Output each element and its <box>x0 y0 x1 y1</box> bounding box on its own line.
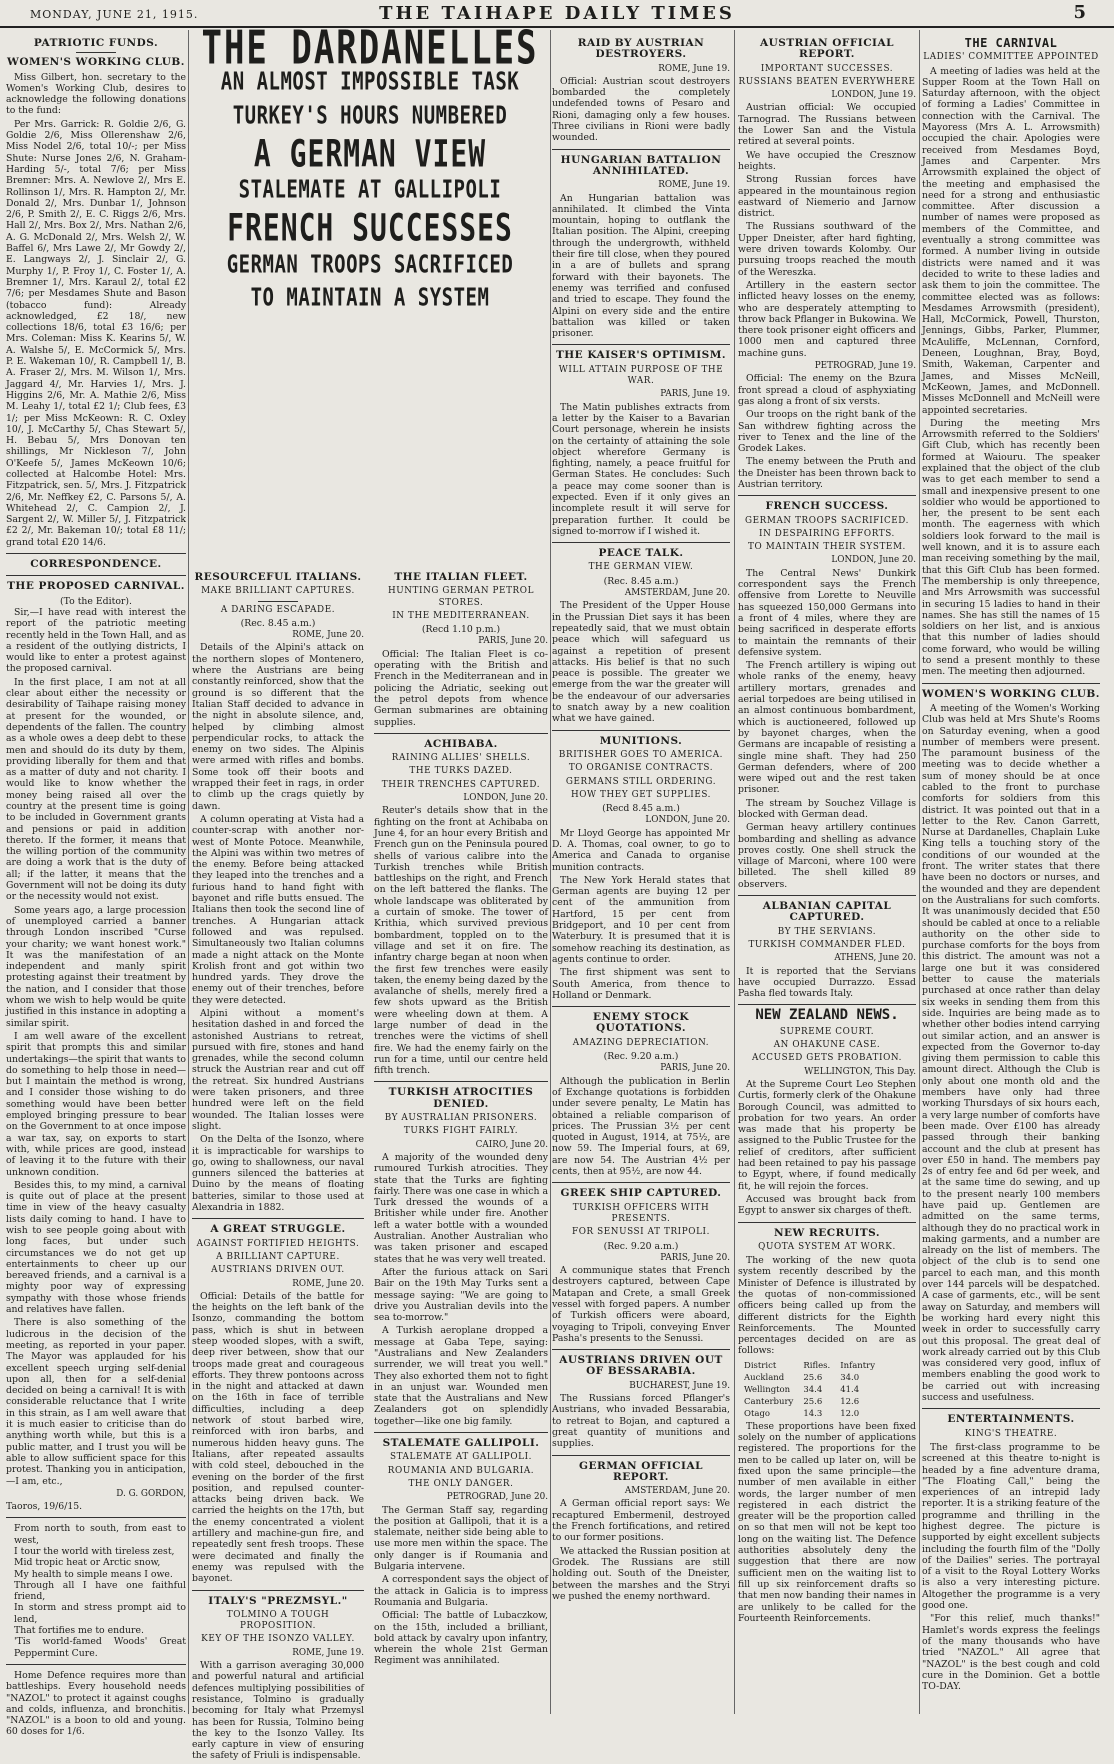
table-cell: 25.6 <box>803 1396 823 1407</box>
divider <box>922 1408 1100 1409</box>
article-deck: AUSTRIANS DRIVEN OUT. <box>211 1265 345 1276</box>
article-deck: STALEMATE AT GALLIPOLI. <box>389 1452 533 1463</box>
article-deck: TURKISH COMMANDER FLED. <box>748 939 906 950</box>
divider <box>552 1455 730 1456</box>
advertisement-text: Home Defence requires more than battleships. Every household needs "NAZOL" to protect it against coughs and colds, influenza, and bronchitis. "NAZOL" is a boon to old and young. 60 doses for 1/6. <box>6 1669 186 1738</box>
article-deck: GERMANS STILL ORDERING. <box>565 776 717 787</box>
article-paragraph: Per Mrs. Garrick: R. Goldie 2/6, G. Goldie 2/6, Miss Ollerenshaw 2/6, Miss Nodel 2/6, total 10/-; per Miss Shute: Nurse Jones 2/6, N. Graham-Harding 5/-, total 7/6; per Miss Bremner: Mrs. A. Newlove 2/, Mrs E. Rollinson 1/, Mrs. R. Hampton 2/, Mr. Donald 2/, Mrs. Dunbar 1/, Johnson 2/6, P. Smith 2/, E. C. Riggs 2/6, Mrs. Hall 2/, Mrs. Box 2/, Mrs. Nathan 2/6, A. G. McDonald 2/, Mrs. Welsh 2/, W. Baffel 6/, Mrs Lawe 2/, Mr Gowdy 2/, E. Langways 2/, J. Sinclair 2/, G. Murphy 1/, P. Froy 1/, C. Foster 1/, A. Bremner 1/, Mrs. Karaul 2/, total £2 7/6; per Mesdames Shute and Bason (tobacco fund): Already acknowledged, £2 18/, new collections 18/6, total £3 16/6; per Mrs. Coleman: Miss K. Kearins 5/, W. A. Walshe 5/, E. McCormick 5/, Mrs. P. E. Wakeman 10/, R. Campbell 1/, B. A. Fraser 2/, Mrs. M. Wilson 1/, Mrs. Jaggard 4/, Mr. Harvies 1/, Mrs. J. Higgins 2/6, Mr. A. Mathie 2/6, Miss M. Leahy 1/, total £2 1/; Club fees, £3 1/; per Miss McKeown: R. C. Oxley 10/, J. McCarthy 5/, Chas Stewart 5/, H. Bebau 5/, Mrs Donovan ten shillings, Mr Nickleson 7/, John O'Keefe 5/, James McKeown 10/6; collected at Halcombe Hotel: Mrs. Fitzpatrick, sen. 5/, Mrs. J. Fitzpatrick 2/6, Mr. Neffkey £2, C. Parsons 5/, A. Whitehead 2/, C. Campion 2/, J. Sargent 2/, W. Miller 5/, J. Fitzpatrick £2 2/, Mr. Bakeman 10/; total £8 11/; grand total £20 14/6. <box>6 118 186 548</box>
article-heading: ENTERTAINMENTS. <box>947 1413 1075 1426</box>
divider <box>922 683 1100 684</box>
poem-line: Through all I have one faithful friend, <box>14 1579 186 1603</box>
article-deck: BRITISHER GOES TO AMERICA. <box>558 749 724 760</box>
masthead <box>0 0 1114 28</box>
article-deck: TURKISH OFFICERS WITH PRESENTS. <box>572 1202 710 1224</box>
article-paragraph: The stream by Souchez Village is blocked with German dead. <box>738 797 916 820</box>
article-deck: AMAZING DEPRECIATION. <box>572 1037 710 1048</box>
article-paragraph: The first shipment was sent to South America, from thence to Holland or Denmark. <box>552 967 730 1001</box>
column-4 <box>738 34 916 1710</box>
article-paragraph: These proportions have been fixed solely on the number of applications registered. The proportions for the men to be called up later on, will be fixed upon the same principle—the number of men available in either words, the larger number of men registered in each district the greater will be the proportion called on so that men will not be kept too long on the waiting list. The Defence authorities absolutely deny the suggestion that there are now sufficient men on the waiting list to fill up six reinforcement drafts so that men now banding their names in are unlikely to be called for the Fourteenth Reinforcements. <box>738 1420 916 1624</box>
article-deck: HUNTING GERMAN PETROL STORES. <box>387 586 535 608</box>
article-deck: ROUMANIA AND BULGARIA. <box>387 1465 535 1476</box>
article-deck: THEIR TRENCHES CAPTURED. <box>381 779 541 790</box>
section-heading: CORRESPONDENCE. <box>30 558 162 571</box>
table-cell: 34.4 <box>803 1384 823 1395</box>
divider <box>552 1006 730 1007</box>
divider <box>552 344 730 345</box>
headline-deck: TO MAINTAIN A SYSTEM <box>250 283 490 313</box>
poem-line: Mid tropic heat or Arctic snow, <box>14 1557 161 1569</box>
article-heading: GERMAN OFFICIAL REPORT. <box>579 1459 703 1483</box>
dateline: BUCHAREST, June 19. <box>629 1380 730 1391</box>
letter-signature: D. G. GORDON, <box>116 1488 186 1499</box>
column-3 <box>552 34 730 1710</box>
article-heading: THE ITALIAN FLEET. <box>394 571 528 583</box>
table-cell: Canterbury <box>744 1396 794 1407</box>
article-deck: THE TURKS DAZED. <box>409 766 513 777</box>
table-header-cell: Infantry <box>840 1360 876 1371</box>
article-paragraph: The working of the new quota system recently described by the Minister of Defence is illustrated by the quotas of non-commissioned officers being called up from the different districts for the Eighth Reinforcements. The Mounted percentages decided on are as follows: <box>738 1255 916 1357</box>
divider <box>552 730 730 731</box>
advertisement-text: "For this relief, much thanks!" Hamlet's words express the feelings of the many thousands who have tried "NAZOL." All agree that "NAZOL" is the best cough and cold cure in the Dominion. Get a bottle TO-DAY. <box>922 1613 1100 1693</box>
article-paragraph: There is also something of the ludicrous in the decision of the meeting, as reported in your paper. The Mayor was applauded for his excellent speech urging self-denial upon all, then for a self-denial decided on being a carnival! It is with considerable reluctance that I write in this strain, as I am well aware that it is much easier to criticise than do anything worth while, but this is a public matter, and I trust you will be able to allow sufficient space for this protest. Thanking you in anticipation,—I am, etc., <box>6 1317 186 1487</box>
table-cell: Wellington <box>744 1384 791 1395</box>
table-cell: 12.0 <box>840 1408 860 1419</box>
article-heading: ACHIBABA. <box>424 737 498 750</box>
received-time: (Rec. 8.45 a.m.) <box>603 575 679 587</box>
letter-salutation: (To the Editor). <box>60 595 132 607</box>
article-paragraph: The French artillery is wiping out whole ranks of the enemy, heavy artillery mortars, grenades and aerial torpedoes are being utilised in an almost continuous bombardment, which is auctioneered, followed up by bayonet charges, when the Germans are incapable of resisting a single mine shaft. They had 250 German defenders, where of 200 were wiped out and the rest taken prisoner. <box>738 660 916 796</box>
article-paragraph: Reuter's details show that in the fighting on the front at Achibaba on June 4, for an hour every British and French gun on the Peninsula poured shells of various calibre into the Turkish trenches while British battleships on the right, and French on the left battered the flanks. The whole landscape was obliterated by a curtain of smoke. The tower of Krithia, which survived previous bombardment, toppled on to the village and set it on fire. The infantry charge began at noon when the first few trenches were easily taken, the enemy being dazed by the avalanche of shells, merely fired a few shots upward as the British were wheeling down at them. A large number of dead in the trenches were the victims of shell fire. We had the enemy fairly on the run for a time, until our centre held fifth trench. <box>374 805 549 1077</box>
quota-table <box>738 1359 881 1421</box>
article-heading: FRENCH SUCCESS. <box>765 500 889 513</box>
article-heading: AUSTRIAN OFFICIAL REPORT. <box>759 37 894 61</box>
divider <box>258 601 298 602</box>
article-heading: A GREAT STRUGGLE. <box>210 1223 346 1236</box>
divider <box>738 1004 916 1005</box>
article-heading: THE PROPOSED CARNIVAL. <box>7 580 185 593</box>
table-cell: 12.6 <box>840 1396 860 1407</box>
article-paragraph: Although the publication in Berlin of Exchange quotations is forbidden under severe penalty, Le Matin has obtained a reliable comparison of prices. The Prussian 3½ per cent quoted in August, 1914, at 75½, are now 59. The Imperial fours, at 69, are now 54. The Austrian 4½ per cents, then at 95½, are now 44. <box>552 1075 730 1178</box>
dateline: WELLINGTON, This Day. <box>804 1066 916 1077</box>
poem-line: In storm and stress prompt aid to lend, <box>14 1602 186 1625</box>
poem-line: 'Tis world-famed Woods' Great Peppermint Cure. <box>14 1636 186 1659</box>
article-paragraph: Official: The enemy on the Bzura front spread a cloud of asphyxiating gas along a front of six versts. <box>738 373 916 407</box>
article-deck: GERMAN TROOPS SACRIFICED. <box>744 515 910 526</box>
article-deck: IMPORTANT SUCCESSES. <box>760 63 894 74</box>
article-paragraph: The Matin publishes extracts from a letter by the Kaiser to a Bavarian Court personage, wherein he insists on the certainty of attaining the sole object wherefore Germany is fighting, namely, a peace fruitful for German States. He concludes: Such a peace may come sooner than is expected. Even if it only gives an incomplete result it will serve for preparation further. It could be signed to-morrow if I wished it. <box>552 401 730 537</box>
headline-deck: STALEMATE AT GALLIPOLI <box>238 175 502 205</box>
article-paragraph: Some years ago, a large procession of unemployed carried a banner through London inscribed "Curse your charity; we want honest work." It was the manifestation of an independent and manly spirit protesting against their treatment by the nation, and I consider that those whom we wish to help would be quite justified in this instance in adopting a similar spirit. <box>6 904 186 1029</box>
article-paragraph: The German Staff say, regarding the position at Gallipoli, that it is a stalemate, neither side being able to use more men within the space. The only danger is if Roumania and Bulgaria intervene. <box>374 1504 548 1573</box>
divider <box>552 542 730 543</box>
column-2 <box>192 21 549 1762</box>
dateline: PARIS, June 20. <box>660 1252 730 1263</box>
divider <box>6 1517 186 1518</box>
table-cell: 34.0 <box>840 1372 860 1383</box>
headline-deck: AN ALMOST IMPOSSIBLE TASK <box>220 67 520 97</box>
article-paragraph: Official: The Italian Fleet is co-operating with the British and French in the Mediterranean and in policing the Adriatic, seeking out the petrol depots from whence German submarines are obtaining supplies. <box>374 648 548 728</box>
article-paragraph: A column operating at Vista had a counter-scrap with another nor-west of Monte Potoce. Meanwhile, the Alpini was within two metres of the enemy. Before being attacked they leaped into the trenches and a furious hand to hand fight with bayonet and rifle butts ensued. The Italians then took the second line of trenches. A Hungarian attack followed and was repulsed. Simultaneously two Italian columns made a night attack on the Monte Krolish front and got within two hundred yards. They drove the enemy out of their trenches, before they were detected. <box>192 813 364 1006</box>
sub-column-right <box>374 568 548 1669</box>
dateline: ATHENS, June 20. <box>834 953 916 964</box>
article-paragraph: With a garrison averaging 30,000 and powerful natural and artificial defences multiplying possibilities of resistance, Tolmino is gradually becoming for Italy what Przemysl has been for Russia, Tolmino being the key to the Isonzo Valley. Its early capture in view of ensuring the safety of Friuli is indispensable. <box>192 1660 364 1762</box>
letter-place-date: Taoros, 19/6/15. <box>6 1501 83 1513</box>
poem-line: From north to south, from east to west, <box>14 1523 186 1546</box>
article-heading: PEACE TALK. <box>598 547 684 560</box>
divider <box>738 895 916 896</box>
article-paragraph: Official: The battle of Lubaczkow, on the 15th, included a brilliant, bold attack by cavalry upon infantry, wherein the whole 21st German Regiment was annihilated. <box>374 1610 548 1667</box>
issue-date: MONDAY, JUNE 21, 1915. <box>30 8 199 21</box>
headline-deck: GERMAN TROOPS SACRIFICED <box>226 250 514 279</box>
dateline: ROME, June 19. <box>658 180 730 191</box>
article-paragraph: During the meeting Mrs Arrowsmith referred to the Soldiers' Gift Club, which has recently been formed at Waiouru. The speaker explained that the object of the club was to get each member to send a small and inexpensive present to one soldier who would be apportioned to her, the present to be sent each month. The eagerness with which soldiers look forward to the mail is well known, and it is to assure each man receiving something by the mail, that this Gift Club has been formed. The membership is only threepence, and Mrs Arrowsmith was successful in securing 15 ladies to hand in their names. She has still the names of 15 soldiers on her list, and is anxious that this number of ladies should come forward, who would be willing to send a present monthly to these men. The meeting then adjourned. <box>922 417 1100 678</box>
table-header-cell: District <box>744 1360 777 1371</box>
divider <box>738 495 916 496</box>
article-paragraph: A correspondent says the object of the attack in Galicia is to impress Roumania and Bulgaria. <box>374 1574 548 1608</box>
article-paragraph: Official: Details of the battle for the heights on the left bank of the Isonzo, commanding the bottom pass, which is shut in between steep wooded slopes, with a swift, deep river between, show that our troops made great and courageous efforts. They threw pontoons across in the night and attacked at dawn on the 16th in face of terrible difficulties, including a deep network of stout barbed wire, reinforced with iron barbs, and numerous hidden heavy guns. The Italians, after repeated assaults with cold steel, debouched in the evening on the border of the first position, and repulsed counter-attacks being driven back. We carried the heights on the 17th, but the enemy concentrated a violent artillery and machine-gun fire, and repeatedly sent fresh troops. These were decimated and finally the enemy was repulsed with the bayonet. <box>192 1290 364 1585</box>
article-deck: TURKS FIGHT FAIRLY. <box>403 1126 519 1137</box>
divider <box>76 52 116 53</box>
advertisement-poem <box>14 1523 186 1659</box>
article-paragraph: Details of the Alpini's attack on the northern slopes of Montenero, where the Austrians are being constantly reinforced, show that the ground is so different that the Italian Staff decided to advance in the night in absolute silence, and, helped by climbing almost perpendicular rocks, to attack the enemy on two sides. The Alpinis were armed with rifles and bombs. Some took off their boots and wrapped their feet in rags, in order to climb up the crags quietly by dawn. <box>192 642 364 812</box>
article-heading: WOMEN'S WORKING CLUB. <box>7 56 185 69</box>
article-deck: HOW THEY GET SUPPLIES. <box>570 789 712 800</box>
received-time: (Recd 1.10 p.m.) <box>421 624 501 636</box>
article-deck: RAINING ALLIES' SHELLS. <box>391 753 531 764</box>
article-deck: THE ONLY DANGER. <box>408 1478 514 1489</box>
article-paragraph: Austrian official: We occupied Tarnograd. The Russians between the Lower San and the Vistula retired at several points. <box>738 102 916 148</box>
article-paragraph: We have occupied the Cresznow heights. <box>738 149 916 172</box>
article-heading: STALEMATE GALLIPOLI. <box>382 1437 540 1450</box>
article-heading: TURKISH ATROCITIES DENIED. <box>388 1086 534 1110</box>
column-rule <box>734 30 735 1714</box>
column-5 <box>922 34 1100 1710</box>
article-heading: RAID BY AUSTRIAN DESTROYERS. <box>577 37 705 61</box>
dateline: ROME, June 20. <box>292 630 364 641</box>
table-row <box>740 1373 879 1383</box>
article-paragraph: In the first place, I am not at all clear about either the necessity or desirability of Taihape raising money at present for the wounded, or dependents of the fallen. The country as a whole owes a deep debt to these men and should do its duty by them, providing liberally for them and that as a matter of duty and not charity. I would like to know whether the money being raised all over the country at the present time is going to be included in Government grants and pensions or paid in addition thereto. If the former, it means that the willing portion of the community are doing a work that is the duty of all; if the latter, it means that the Government will not be doing its duty or the necessity would not exist. <box>6 676 186 903</box>
article-heading: ENEMY STOCK QUOTATIONS. <box>593 1011 689 1035</box>
article-deck: MAKE BRILLIANT CAPTURES. <box>201 586 355 597</box>
received-time: (Recd 8.45 a.m.) <box>602 803 680 815</box>
table-cell: 14.3 <box>803 1408 823 1419</box>
section-headline: NEW ZEALAND NEWS. <box>755 1007 899 1024</box>
table-cell: Auckland <box>744 1372 785 1383</box>
article-paragraph: A meeting of the Women's Working Club was held at Mrs Shute's Rooms on Saturday evening, when a good number of members were present. The paramount business of the meeting was to decide whether a sum of money should be at once cabled to the front to purchase comforts for soldiers from this district. It was pointed out that in a letter to the Rev. Canon Garrett, Nurse at Dardanelles, Chaplain Luke King tells a touching story of the conditions of our wounded at the front. The writer states that there have been no doctors or nurses, and the wounded and they are dependent on the Australians for such comforts. It was unanimously decided that £50 should be cabled at once to a reliable authority on the other side to purchase comforts for the boys from this district. The amount was not a large one but it was considered better to cause the materials purchased at once rather than delay six weeks in sending them from this side. Inquiries are being made as to whether other bodies intend carrying out similar action, and an answer is expected from the Governor to-day giving them permission to cable this amount direct. Although the Club is only about one month old and the members have only had three working Thursdays of six hours each, a very large number of comforts have been made. Over £100 has already passed through their banking account and the club at present has over £50 in hand. The members pay 2s of entry fee and 6d per week, and at the same time do sewing, and up to the present nearly 100 members have paid up. Gentlemen are admitted on the same terms, although they do no practical work in making garments, and a number are already on the list of members. The object of the club is to send one parcel to each man, and this month over 144 parcels will be despatched. A case of garments, etc., will be sent away on Saturday, and members will be working hard every night this week in order to successfully carry out this proposal. The great deal of work already carried out by this Club was considered very good, influx of members enabling the good work to be carried out with increasing success and usefulness. <box>922 702 1100 1404</box>
article-deck: TOLMINO A TOUGH PROPOSITION. <box>226 1609 330 1632</box>
table-row <box>740 1385 879 1395</box>
article-paragraph: The enemy between the Pruth and the Dneister has been thrown back to Austrian territory. <box>738 456 916 490</box>
headline-main: THE DARDANELLES <box>201 21 539 76</box>
article-deck: IN THE MEDITERRANEAN. <box>392 610 530 621</box>
column-rule <box>550 30 551 1714</box>
article-paragraph: Alpini without a moment's hesitation dashed in and forced the astonished Austrians to retreat, pursued with fire, stones and hand grenades, while the second column struck the Austrian rear and cut off the retreat. Six hundred Austrians were taken prisoners, and three hundred were left on the field wounded. The Italian losses were slight. <box>192 1007 364 1132</box>
dateline: ROME, June 19. <box>292 1647 364 1658</box>
article-paragraph: We attacked the Russian position at Grodek. The Russians are still holding out. South of the Dneister, between the marshes and the Stryi we pushed the enemy northward. <box>552 1545 730 1602</box>
article-deck: KEY OF THE ISONZO VALLEY. <box>201 1634 355 1645</box>
section-headline: THE CARNIVAL <box>964 36 1058 50</box>
article-deck: KING'S THEATRE. <box>964 1428 1058 1439</box>
article-paragraph: Mr Lloyd George has appointed Mr D. A. Thomas, coal owner, to go to America and Canada to organise munition contracts. <box>552 827 730 873</box>
article-paragraph: A communique states that French destroyers captured, between Cape Matapan and Crete, a small Greek vessel with forged papers. A number of Turkish officers were aboard, voyaging to Tripoli, conveying Enver Pasha's presents to the Senussi. <box>552 1265 730 1344</box>
article-heading: ALBANIAN CAPITAL CAPTURED. <box>762 900 892 924</box>
divider <box>6 575 186 576</box>
dateline: LONDON, June 20. <box>831 555 916 566</box>
dateline: PETROGRAD, June 19. <box>814 361 916 372</box>
article-paragraph: It is reported that the Servians have occupied Durrazzo. Essad Pasha fled towards Italy. <box>738 965 916 1000</box>
article-paragraph: A German official report says: We recaptured Embermenil, destroyed the French fortifications, and retired to our former positions. <box>552 1498 730 1544</box>
article-deck: FOR SENUSSI AT TRIPOLI. <box>571 1227 710 1238</box>
divider <box>192 1218 364 1219</box>
dateline: AMSTERDAM, June 20. <box>624 1486 730 1497</box>
divider <box>552 1349 730 1350</box>
poem-line: I tour the world with tireless zest, <box>14 1546 175 1557</box>
article-deck: TO ORGANISE CONTRACTS. <box>568 763 714 774</box>
article-deck: AN OHAKUNE CASE. <box>773 1040 881 1051</box>
dateline: PARIS, June 20. <box>478 636 548 647</box>
article-paragraph: The New York Herald states that German agents are buying 12 per cent of the ammunition from Hartford, 15 per cent from Bridgeport, and 10 per cent from Waterbury. It is presumed that it is somehow reaching its destination, as agents continue to order. <box>552 874 730 965</box>
article-heading: HUNGARIAN BATTALION ANNIHILATED. <box>560 153 722 177</box>
column-rule <box>188 30 189 1714</box>
article-paragraph: Official: Austrian scout destroyers bombarded the completely undefended towns of Pesaro and Rioni, damaging only a few houses. Three civilians in Rioni were badly wounded. <box>552 75 730 144</box>
article-paragraph: Accused was brought back from Egypt to answer six charges of theft. <box>738 1193 916 1217</box>
article-paragraph: I am well aware of the excellent spirit that prompts this and similar undertakings—the spirit that wants to do something to help those in need—but I maintain the method is wrong, and I consider those wishing to do something would have been better employed bringing pressure to bear on the Government to at once impose a war tax, say, on exports to start with, while prices are good, instead of leaving it to the future with their unknown condition. <box>6 1030 186 1178</box>
article-deck: A BRILLIANT CAPTURE. <box>216 1251 340 1262</box>
poem-line: That fortifies me to endure. <box>14 1625 144 1637</box>
headline-deck: FRENCH SUCCESSES <box>227 205 513 251</box>
article-heading: THE KAISER'S OPTIMISM. <box>555 349 727 362</box>
divider <box>374 1081 548 1082</box>
table-cell: 25.6 <box>803 1372 823 1383</box>
sub-column-left <box>192 568 364 1764</box>
divider <box>374 733 548 734</box>
article-heading: MUNITIONS. <box>599 734 683 747</box>
headline-deck: A GERMAN VIEW <box>253 131 487 176</box>
article-deck: BY THE SERVIANS. <box>777 926 877 937</box>
dateline: AMSTERDAM, June 20. <box>624 588 730 599</box>
table-row <box>740 1397 879 1407</box>
article-deck: SUPREME COURT. <box>779 1026 875 1037</box>
dateline: PETROGRAD, June 20. <box>446 1492 548 1503</box>
article-paragraph: Sir,—I have read with interest the report of the patriotic meeting recently held in the Town Hall, and as a resident of the outlying districts, I would like to enter a protest against the proposed carnival. <box>6 606 186 675</box>
article-paragraph: The first-class programme to be screened at this theatre to-night is headed by a fine adventure drama, "The Floating Call," being the experiences of an intrepid lady reporter. It is a striking feature of the programme and thrilling in the highest degree. The picture is supported by eight excellent subjects including the fourth film of the "Dolly of the Dailies" series. The portrayal of a visit to the Royal Lottery Works is also a very interesting picture. Altogether the programme is a very good one. <box>922 1441 1100 1612</box>
article-paragraph: An Hungarian battalion was annihilated. It climbed the Vinta mountain, hoping to outflank the Italian position. The Alpini, creeping through the undergrowth, withheld their fire till close, when they poured in a are of bullets and sprang forward with their bayonets. The enemy was terrified and confused and tried to escape. They found the Alpini on every side and the entire battalion was killed or taken prisoner. <box>552 192 730 340</box>
divider <box>738 1222 916 1223</box>
dateline: LONDON, June 19. <box>831 90 916 101</box>
dateline: CAIRO, June 20. <box>475 1139 548 1150</box>
dateline: PARIS, June 20. <box>660 1063 730 1074</box>
article-deck: WILL ATTAIN PURPOSE OF THE WAR. <box>558 364 724 387</box>
article-paragraph: Artillery in the eastern sector inflicted heavy losses on the enemy, who are desperately attempting to throw back Pflanger in Bukowina. We there took prisoner eight officers and 1000 men and captured three machine guns. <box>738 279 916 359</box>
divider <box>6 553 186 554</box>
article-deck: QUOTA SYSTEM AT WORK. <box>758 1241 896 1252</box>
article-paragraph: After the furious attack on Sari Bair on the 19th May Turks sent a message saying: "We are going to drive you Australian devils into the sea to-morrow." <box>374 1266 548 1324</box>
section-heading: PATRIOTIC FUNDS. <box>33 37 159 49</box>
divider <box>374 1432 548 1433</box>
divider <box>552 149 730 150</box>
table-header-cell: Rifles. <box>803 1360 831 1371</box>
article-deck: IN DESPAIRING EFFORTS. <box>759 528 895 539</box>
divider <box>6 1664 186 1665</box>
table-cell: Otago <box>744 1408 771 1419</box>
page-number: 5 <box>1073 2 1086 23</box>
column-1 <box>6 34 186 1738</box>
table-header-row <box>740 1361 879 1371</box>
divider <box>552 1182 730 1183</box>
article-paragraph: Besides this, to my mind, a carnival is quite out of place at the present time in view of the heavy casualty lists daily coming to hand. I have to wish to see people going about with long faces, but under such circumstances we do not get up entertainments to cheer up our bereaved friends, and a carnival is a mighty poor way of expressing sympathy with those whose friends and relatives have fallen. <box>6 1179 186 1316</box>
article-deck: TO MAINTAIN THEIR SYSTEM. <box>748 542 906 553</box>
article-paragraph: The Russians forced Pflanger's Austrians, who invaded Bessarabia, to retreat to Bojan, and captured a great quantity of munitions and supplies. <box>552 1393 730 1450</box>
received-time: (Rec. 9.20 a.m.) <box>603 1240 679 1252</box>
article-heading: RESOURCEFUL ITALIANS. <box>194 571 362 583</box>
article-paragraph: German heavy artillery continues bombarding and shelling as advance proves costly. One shell struck the village of Marconi, where 100 were billeted. The shell killed 89 observers. <box>738 822 916 890</box>
article-paragraph: At the Supreme Court Leo Stephen Curtis, formerly clerk of the Ohakune Borough Council, was admitted to probation for two years. An order was made that his property be assigned to the Public Trustee for the relief of creditors, after sufficient had been retained to pay his passage to Egypt, where, if found medically fit, he will rejoin the forces. <box>738 1078 916 1192</box>
received-time: (Rec. 8.45 a.m.) <box>240 617 316 629</box>
poem-line: My health to simple means I owe. <box>14 1568 173 1580</box>
divider <box>192 1590 364 1591</box>
newspaper-title: THE TAIHAPE DAILY TIMES <box>379 3 735 24</box>
article-deck: ACCUSED GETS PROBATION. <box>751 1053 903 1064</box>
article-paragraph: Strong Russian forces have appeared in the mountainous region eastward of Niemerio and Jarnow district. <box>738 174 916 220</box>
article-paragraph: A meeting of ladies was held at the Supper Room at the Town Hall on Saturday afternoon, with the object of forming a Ladies' Committee in connection with the Carnival. The Mayoress (Mrs A. L. Arrowsmith) occupied the chair. Apologies were received from Mesdames Boyd, James and Carpenter. Mrs Arrowsmith explained the object of the meeting and emphasised the need for a strong and enthusiastic committee. After discussion a number of names were proposed as members of the Committee, and eventually a strong committee was formed. A number living in outside districts were named and it was decided to write to these ladies and ask them to join the committee. The committee elected was as follows: Mesdames Arrowsmith (president), Hall, McCormick, Powell, Thurston, Jennings, Gibbs, Parker, Plummer, McAuliffe, McLennan, Cornford, Deneen, Loughnan, Bray, Boyd, Smith, Wakeman, Carpenter and James, and Misses McNeill, McKeown, James, and McDonnell. Misses McDonnell and McNeill were appointed secretaries. <box>922 65 1100 416</box>
article-deck: THE GERMAN VIEW. <box>588 562 694 573</box>
article-paragraph: The Russians southward of the Upper Dneister, after hard fighting, were driven towards Kolomby. Our pursuing troops reached the mouth of the Wereszka. <box>738 221 916 278</box>
article-paragraph: The Central News' Dunkirk correspondent says the French offensive from Lorette to Neuville has squeezed 150,000 Germans into a front of 4 miles, where they are being sacrificed in desperate efforts to maintain the remnants of their defensive system. <box>738 567 916 658</box>
table-cell: 41.4 <box>840 1384 860 1395</box>
column-rule <box>919 30 920 1714</box>
article-paragraph: Miss Gilbert, hon. secretary to the Women's Working Club, desires to acknowledge the following donations to the fund: <box>6 71 186 117</box>
article-heading: GREEK SHIP CAPTURED. <box>560 1187 722 1200</box>
article-deck: AGAINST FORTIFIED HEIGHTS. <box>196 1238 360 1249</box>
headline-deck: TURKEY'S HOURS NUMBERED <box>232 101 508 130</box>
article-heading: NEW RECRUITS. <box>773 1226 881 1239</box>
article-paragraph: A majority of the wounded deny rumoured Turkish atrocities. They state that the Turks are fighting fairly. There was one case in which a Turk dressed the wounds of a Britisher while under fire. Another left a water bottle with a wounded Australian. Another Australian who was taken prisoner and escaped states that he was very well treated. <box>374 1151 548 1265</box>
article-deck: LADIES' COMMITTEE APPOINTED <box>923 52 1099 63</box>
dateline: PARIS, June 19. <box>660 389 730 400</box>
article-paragraph: Our troops on the right bank of the San withdrew fighting across the river to Tenex and the line of the Grodek Lakes. <box>738 409 916 455</box>
article-deck: RUSSIANS BEATEN EVERYWHERE <box>738 76 916 87</box>
table-row <box>740 1409 879 1419</box>
article-paragraph: A Turkish aeroplane dropped a message at Gaba Tepe, saying: "Australians and New Zealanders surrender, we will treat you well." They also exhorted them not to fight in an unjust war. Wounded men state that the Australians and New Zealanders got on splendidly together—like one big family. <box>374 1325 548 1427</box>
received-time: (Rec. 9.20 a.m.) <box>603 1051 679 1063</box>
dateline: LONDON, June 20. <box>463 793 548 804</box>
article-paragraph: On the Delta of the Isonzo, where it is impracticable for warships to go, owing to shallowness, our naval gunners silenced the batteries at Duino by the means of floating batteries, similar to those used at Alexandria in 1882. <box>192 1134 364 1214</box>
dateline: ROME, June 20. <box>292 1278 364 1289</box>
article-heading: AUSTRIANS DRIVEN OUT OF BESSARABIA. <box>559 1354 723 1378</box>
dateline: LONDON, June 20. <box>645 815 730 826</box>
article-paragraph: The President of the Upper House in the Prussian Diet says it has been repeatedly said, that we must obtain peace which will safeguard us against a repetition of present attacks. His belief is that no such peace is possible. The greater we emerge from the war the greater will be the endeavour of our adversaries to snatch away by a new coalition what we have gained. <box>552 600 730 725</box>
article-heading: ITALY'S "PREZMSYL." <box>208 1594 348 1607</box>
article-heading: WOMEN'S WORKING CLUB. <box>922 687 1100 700</box>
article-deck: BY AUSTRALIAN PRISONERS. <box>384 1113 538 1124</box>
dateline: ROME, June 19. <box>658 63 730 74</box>
article-deck: A DARING ESCAPADE. <box>220 604 336 615</box>
